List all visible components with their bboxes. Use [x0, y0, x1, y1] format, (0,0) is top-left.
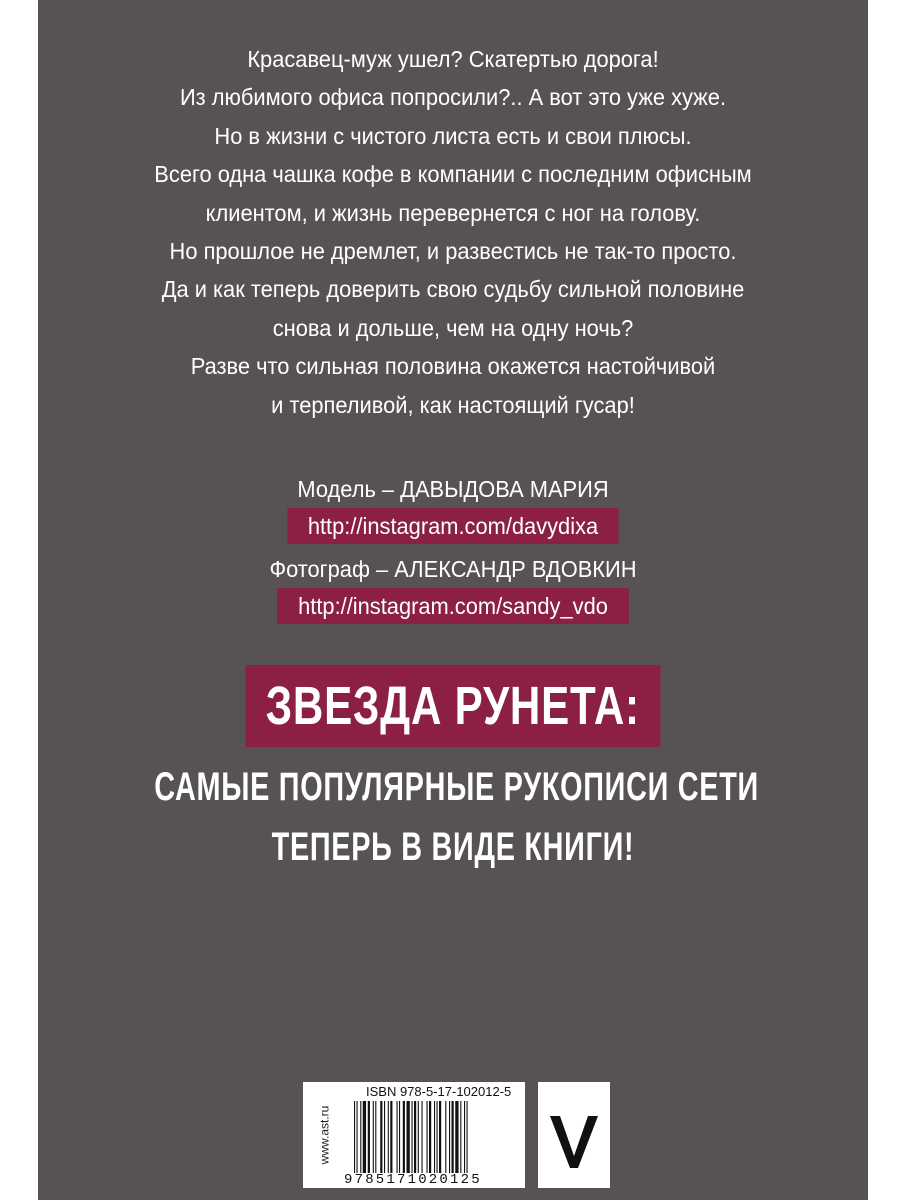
photographer-credit: Фотограф – АЛЕКСАНДР ВДОВКИН [269, 556, 637, 582]
publisher-logo-panel [538, 1082, 610, 1188]
photo-credits [38, 470, 868, 630]
barcode-bars [352, 1101, 514, 1173]
barcode-bar [414, 1101, 416, 1173]
barcode-bar [412, 1101, 413, 1173]
book-blurb [67, 40, 839, 424]
publisher-website-text: www.ast.ru [317, 1105, 331, 1165]
series-promo [38, 665, 868, 877]
model-link-row [67, 508, 839, 550]
barcode-bar [397, 1101, 398, 1173]
blurb-line: Всего одна чашка кофе в компании с последним офисным [154, 161, 752, 188]
barcode-bar [357, 1101, 358, 1173]
barcode-bar [452, 1101, 454, 1173]
isbn-label: ISBN 978-5-17-102012-5 [366, 1084, 512, 1099]
blurb-line: клиентом, и жизнь перевернется с ног на голову. [205, 199, 701, 226]
blurb-line: Красавец-муж ушел? Скатертью дорога! [247, 46, 659, 72]
barcode-digits: 9785171020125 [344, 1172, 482, 1188]
barcode-bar [384, 1101, 385, 1173]
photographer-link-row [67, 588, 839, 630]
barcode-bar [434, 1101, 435, 1173]
barcode-bar [445, 1101, 446, 1173]
barcode-bar [363, 1101, 366, 1173]
photographer-instagram-link[interactable]: http://instagram.com/sandy_vdo [278, 588, 629, 624]
blurb-line: Но в жизни с чистого листа есть и свои плюсы. [214, 122, 692, 149]
barcode-bar [418, 1101, 419, 1173]
barcode-bar [464, 1101, 465, 1173]
series-tagline-2: ТЕПЕРЬ В ВИДЕ КНИГИ! [271, 825, 635, 869]
barcode-bar [449, 1101, 450, 1173]
barcode-bar [439, 1101, 441, 1173]
barcode-bar [460, 1101, 461, 1173]
barcode-bar [437, 1101, 438, 1173]
barcode-bar [403, 1101, 405, 1173]
blurb-line: и терпеливой, как настоящий гусар! [271, 391, 635, 418]
publisher-website [313, 1082, 335, 1188]
blurb-line: Да и как теперь доверить свою судьбу сильной половине [161, 276, 745, 303]
model-credit: Модель – ДАВЫДОВА МАРИЯ [297, 476, 609, 502]
series-headline: ЗВЕЗДА РУНЕТА: [246, 665, 661, 747]
blurb-line: Из любимого офиса попросили?.. А вот это уже хуже. [179, 84, 727, 111]
v-chevron-logo-icon [538, 1082, 610, 1188]
barcode-bar [380, 1101, 382, 1173]
barcode-bar [407, 1101, 410, 1173]
series-tagline-1: САМЫЕ ПОПУЛЯРНЫЕ РУКОПИСИ СЕТИ [154, 765, 759, 809]
barcode-bar [399, 1101, 400, 1173]
blurb-line: снова и дольше, чем на одну ночь? [272, 314, 634, 341]
model-instagram-link[interactable]: http://instagram.com/davydixa [287, 508, 618, 544]
barcode-bar [455, 1101, 458, 1173]
barcode-bar [375, 1101, 376, 1173]
barcode-bar [422, 1101, 423, 1173]
blurb-line: Разве что сильная половина окажется настойчивой [190, 353, 716, 380]
blurb-line: Но прошлое не дремлет, и развестись не так-то просто. [169, 238, 737, 265]
barcode-bar [427, 1101, 428, 1173]
barcode-bar [373, 1101, 374, 1173]
barcode-bar [354, 1101, 355, 1173]
barcode-bar [390, 1101, 392, 1173]
barcode-bar [467, 1101, 468, 1173]
barcode-bar [388, 1101, 389, 1173]
barcode-bar [368, 1101, 370, 1173]
barcode-bar [429, 1101, 431, 1173]
barcode-bar [360, 1101, 361, 1173]
